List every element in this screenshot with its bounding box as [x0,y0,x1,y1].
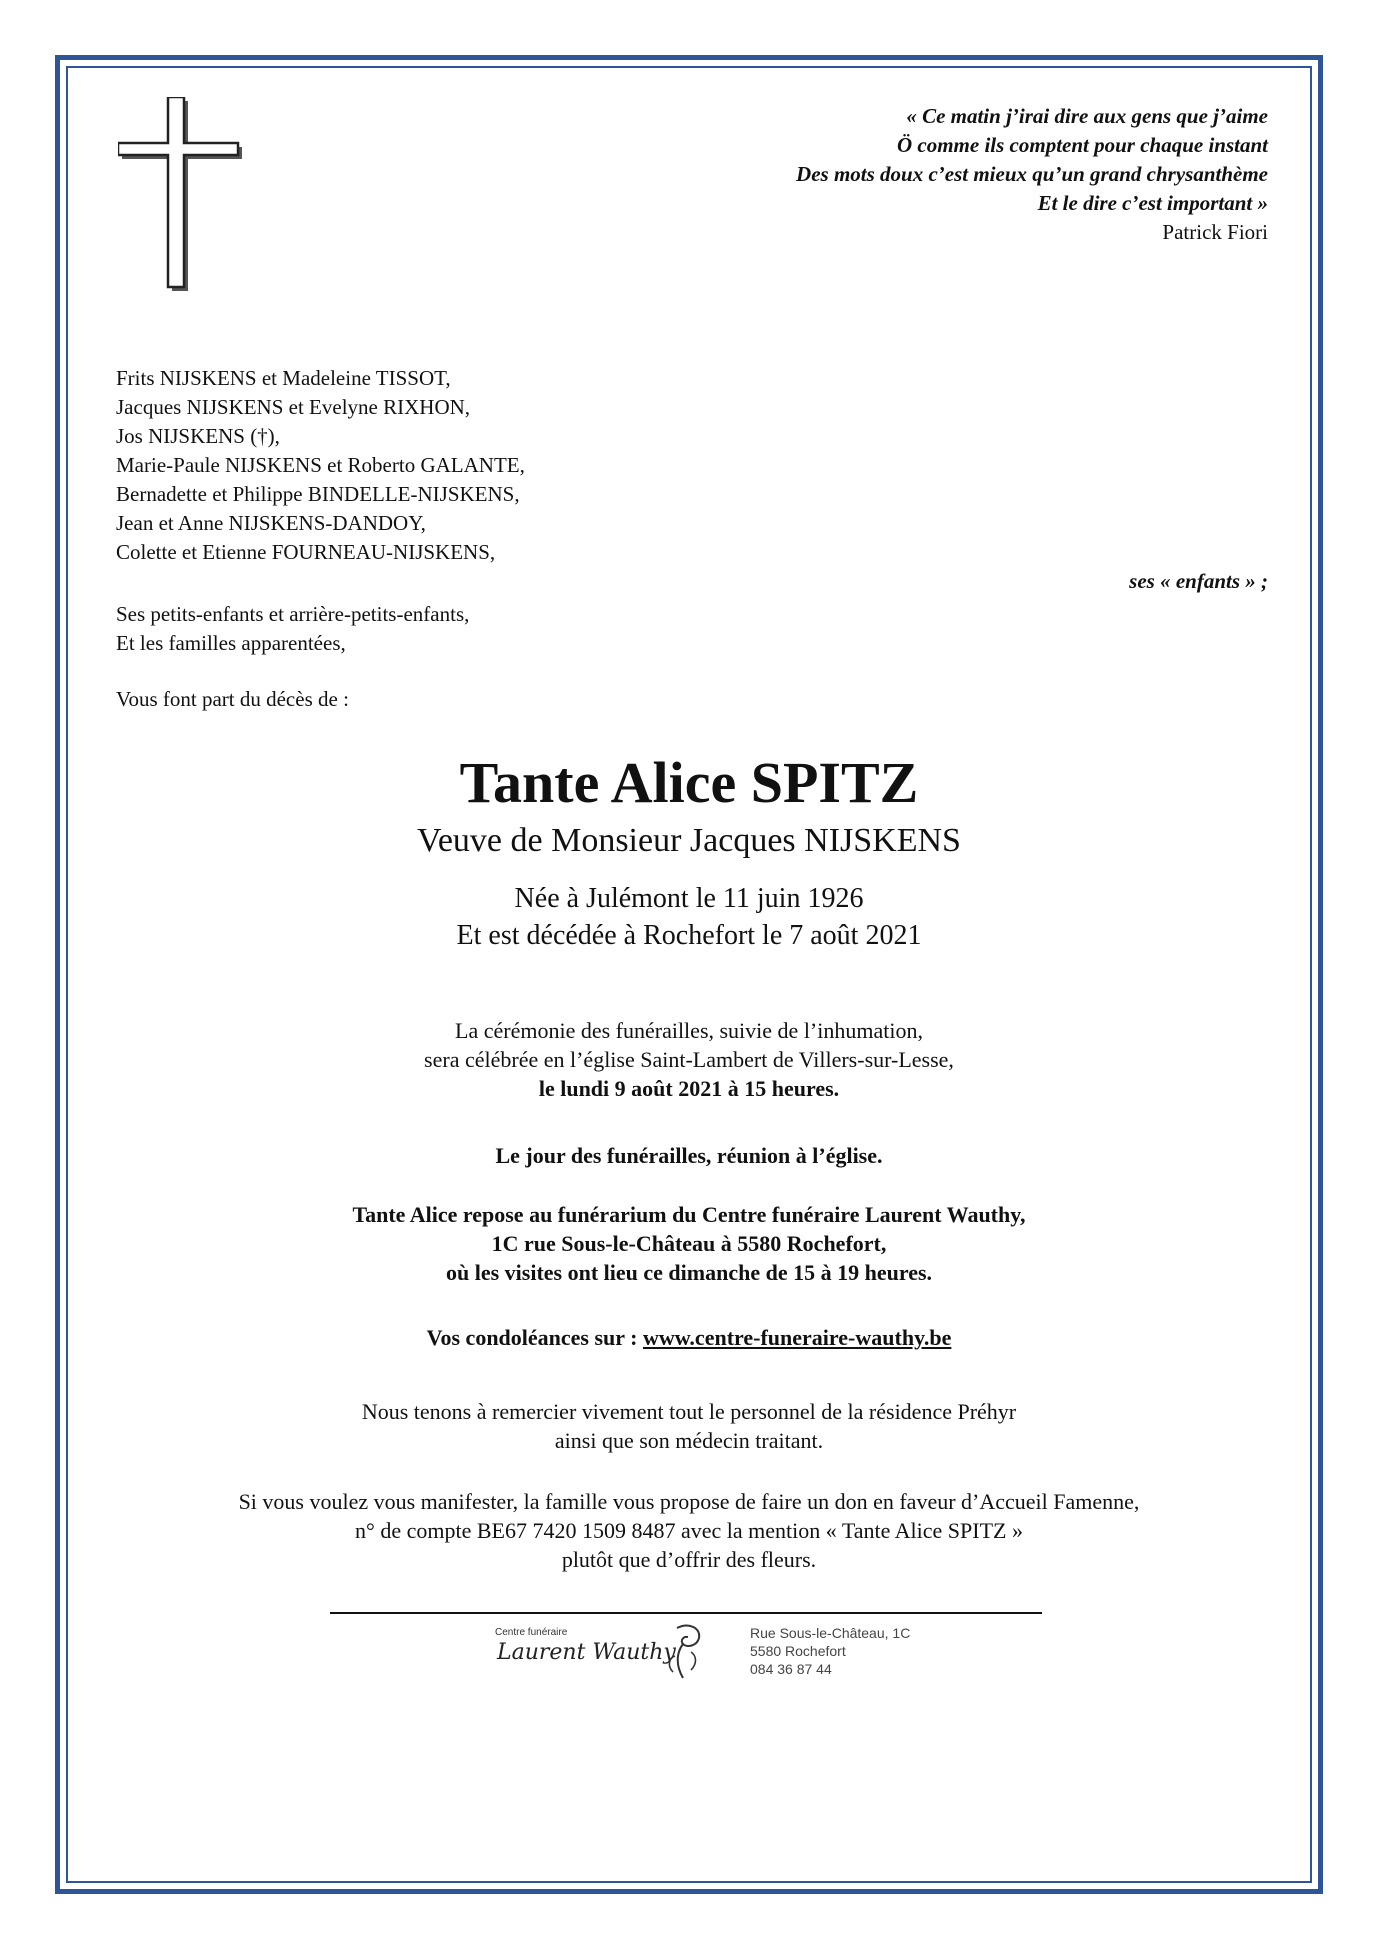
inner-border [66,66,1312,1883]
condolences-link[interactable]: www.centre-funeraire-wauthy.be [642,1325,952,1350]
epigraph-quote [796,102,1268,247]
quote-line: Ö comme ils comptent pour chaque instant [896,133,1268,157]
family-member: Colette et Etienne FOURNEAU-NIJSKENS, [116,540,496,564]
family-member: Jos NIJSKENS (†), [116,424,280,448]
repose-line: 1C rue Sous-le-Château à 5580 Rochefort, [491,1231,887,1256]
widow-of: Veuve de Monsieur Jacques NIJSKENS [417,822,961,859]
ceremony-line: sera célébrée en l’église Saint-Lambert de Villers-sur-Lesse, [424,1047,954,1072]
reunion-info: Le jour des funérailles, réunion à l’église. [495,1143,883,1168]
ceremony-date: le lundi 9 août 2021 à 15 heures. [538,1076,840,1101]
address-phone: 084 36 87 44 [750,1661,832,1677]
funeral-home-logo [495,1618,935,1688]
repose-line: Tante Alice repose au funérarium du Centre funéraire Laurent Wauthy, [352,1202,1026,1227]
death-line: Et est décédée à Rochefort le 7 août 2021 [456,920,922,951]
logo-script-name: Laurent Wauthy [497,1640,676,1665]
logo-small-label: Centre funéraire [495,1627,568,1638]
condolences-line [70,1325,1308,1351]
family-others-list [116,600,469,658]
donation-line: Si vous voulez vous manifester, la famille vous propose de faire un don en faveur d’Accueil Famenne, [238,1489,1140,1514]
ceremony-info [70,1016,1308,1103]
life-dates [70,880,1308,954]
address-city: 5580 Rochefort [750,1643,846,1659]
quote-line: Et le dire c’est important » [1037,191,1268,215]
thanks-text [70,1397,1308,1455]
quote-line: « Ce matin j’irai dire aux gens que j’aime [906,104,1268,128]
footer-divider [330,1612,1042,1614]
repose-info [70,1200,1308,1287]
thanks-line: ainsi que son médecin traitant. [554,1428,824,1453]
deceased-name: Tante Alice SPITZ [459,750,919,815]
family-member: Bernadette et Philippe BINDELLE-NIJSKENS, [116,482,520,506]
quote-author: Patrick Fiori [1162,220,1268,244]
quote-line: Des mots doux c’est mieux qu’un grand chrysanthème [796,162,1268,186]
ceremony-line: La cérémonie des funérailles, suivie de l’inhumation, [455,1018,923,1043]
family-other: Ses petits-enfants et arrière-petits-enfants, [116,602,470,626]
donation-line: plutôt que d’offrir des fleurs. [561,1547,817,1572]
thanks-line: Nous tenons à remercier vivement tout le personnel de la résidence Préhyr [361,1399,1017,1424]
repose-line: où les visites ont lieu ce dimanche de 15 à 19 heures. [445,1260,933,1285]
children-label: ses « enfants » ; [1129,569,1268,593]
calla-lily-icon [663,1622,705,1682]
birth-line: Née à Julémont le 11 juin 1926 [514,883,864,914]
funeral-home-address [750,1624,910,1678]
condolences-label: Vos condoléances sur : [426,1325,643,1350]
announcement-text: Vous font part du décès de : [116,687,349,711]
family-member: Frits NIJSKENS et Madeleine TISSOT, [116,366,451,390]
family-member: Jean et Anne NIJSKENS-DANDOY, [116,511,426,535]
donation-line: n° de compte BE67 7420 1509 8487 avec la mention « Tante Alice SPITZ » [355,1518,1023,1543]
address-street: Rue Sous-le-Château, 1C [750,1625,911,1641]
family-other: Et les familles apparentées, [116,631,346,655]
donation-text [70,1487,1308,1574]
family-member: Jacques NIJSKENS et Evelyne RIXHON, [116,395,471,419]
cross-icon [118,97,244,293]
family-children-list [116,364,525,567]
family-member: Marie-Paule NIJSKENS et Roberto GALANTE, [116,453,525,477]
